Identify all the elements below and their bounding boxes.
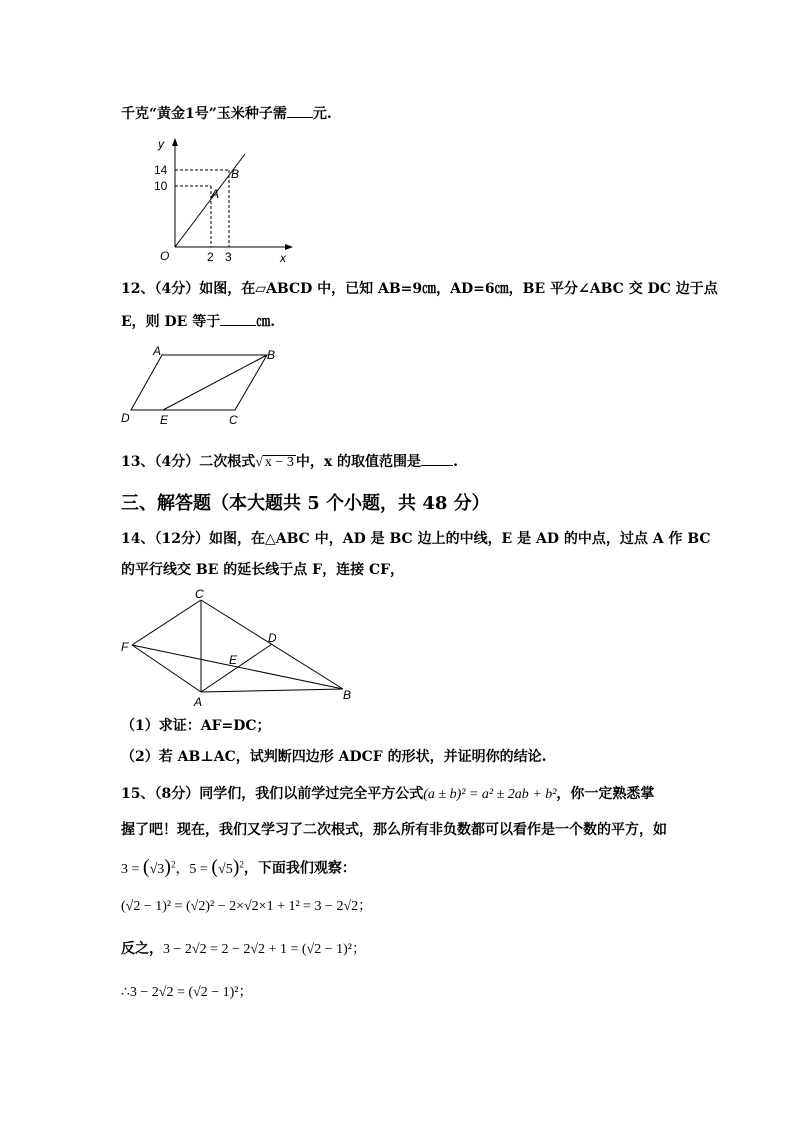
vertex-a-label: A: [194, 695, 203, 709]
point-a-label: A: [211, 187, 220, 201]
q15-eq1: (√2 − 1)² = (√2)² − 2×√2×1 + 1² = 3 − 2√2；: [121, 899, 373, 914]
q14-line2: 的平行线交 BE 的延长线于点 F，连接 CF，: [121, 562, 405, 578]
y-tick-10: 10: [154, 179, 168, 193]
q14-line1: 14、（12分）如图，在△ABC 中，AD 是 BC 边上的中线，E 是 AD 的中点，过点 A 作 BC: [121, 531, 711, 547]
vertex-c-label: C: [195, 587, 204, 601]
q12-line1: 12、（4分）如图，在▱ABCD 中，已知 AB=9㎝，AD=6㎝，BE 平分∠ABC 交 DC 边于点: [121, 281, 718, 297]
q11-text: [121, 103, 332, 124]
answer-blank: [220, 311, 256, 326]
perfect-square-formula: (a ± b)² = a² ± 2ab + b²: [423, 787, 557, 802]
section-heading: 三、解答题（本大题共 5 个小题，共 48 分）: [121, 493, 490, 514]
q13-mid: 中，x 的取值范围是: [295, 454, 422, 470]
vertex-f-label: F: [121, 640, 129, 654]
answer-blank: [421, 451, 453, 466]
q14-part2: （2）若 AB⊥AC，试判断四边形 ADCF 的形状，并证明你的结论.: [121, 749, 547, 765]
q13-post: .: [453, 454, 458, 470]
q12-line2-post: ㎝.: [256, 314, 276, 330]
vertex-b-label: B: [343, 688, 352, 702]
x-axis-label: x: [280, 251, 286, 265]
point-b-label: B: [231, 167, 240, 181]
vertex-c-label: C: [229, 413, 238, 427]
q15-eq2-line: [121, 939, 366, 960]
q15-eq3: ∴3 − 2√2 = (√2 − 1)²；: [121, 985, 253, 1000]
q15-eq2: 3 − 2√2 = 2 − 2√2 + 1 = (√2 − 1)²；: [163, 942, 366, 957]
q15-eq2-pre: 反之，: [121, 941, 163, 957]
example-equations: $3 = (√3)^2$，$5 = (√5)^2$: [121, 855, 244, 878]
vertex-e-label: E: [229, 653, 238, 667]
q14-part1: （1）求证：AF=DC；: [121, 718, 271, 734]
q15-line3: [121, 854, 356, 880]
y-tick-14: 14: [154, 163, 168, 177]
q11-unit: 元.: [312, 106, 332, 122]
vertex-b-label: B: [267, 348, 276, 362]
q13-pre: 13、（4分）二次根式: [121, 454, 256, 470]
q13-radicand: x − 3: [264, 455, 294, 470]
q11-tail: 千克“黄金1号”玉米种子需: [121, 106, 287, 122]
vertex-d-label: D: [268, 631, 277, 645]
q15-line1-pre: 15、（8分）同学们，我们以前学过完全平方公式: [121, 786, 424, 802]
x-tick-3: 3: [225, 250, 232, 264]
line-graph: [140, 132, 305, 267]
vertex-d-label: D: [121, 411, 130, 425]
q15-line1: [121, 784, 654, 805]
q15-line2: 握了吧！现在，我们又学习了二次根式，那么所有非负数都可以看作是一个数的平方，如: [121, 822, 667, 838]
origin-label: O: [160, 249, 170, 263]
triangle-figure: [115, 585, 360, 710]
y-axis-label: y: [158, 137, 164, 151]
q13-text: 13、（4分）二次根式√ x − 3 中，x 的取值范围是 .: [121, 451, 458, 473]
x-tick-2: 2: [207, 250, 214, 264]
q12-line2: [121, 311, 275, 332]
answer-blank: [287, 103, 313, 118]
q15-line1-post: ，你一定熟悉掌: [556, 786, 655, 802]
vertex-e-label: E: [160, 413, 169, 427]
q15-line3-post: ，下面我们观察：: [243, 860, 356, 877]
parallelogram-figure: [115, 342, 285, 430]
q12-line2-pre: E，则 DE 等于: [121, 314, 221, 330]
vertex-a-label: A: [153, 344, 162, 358]
